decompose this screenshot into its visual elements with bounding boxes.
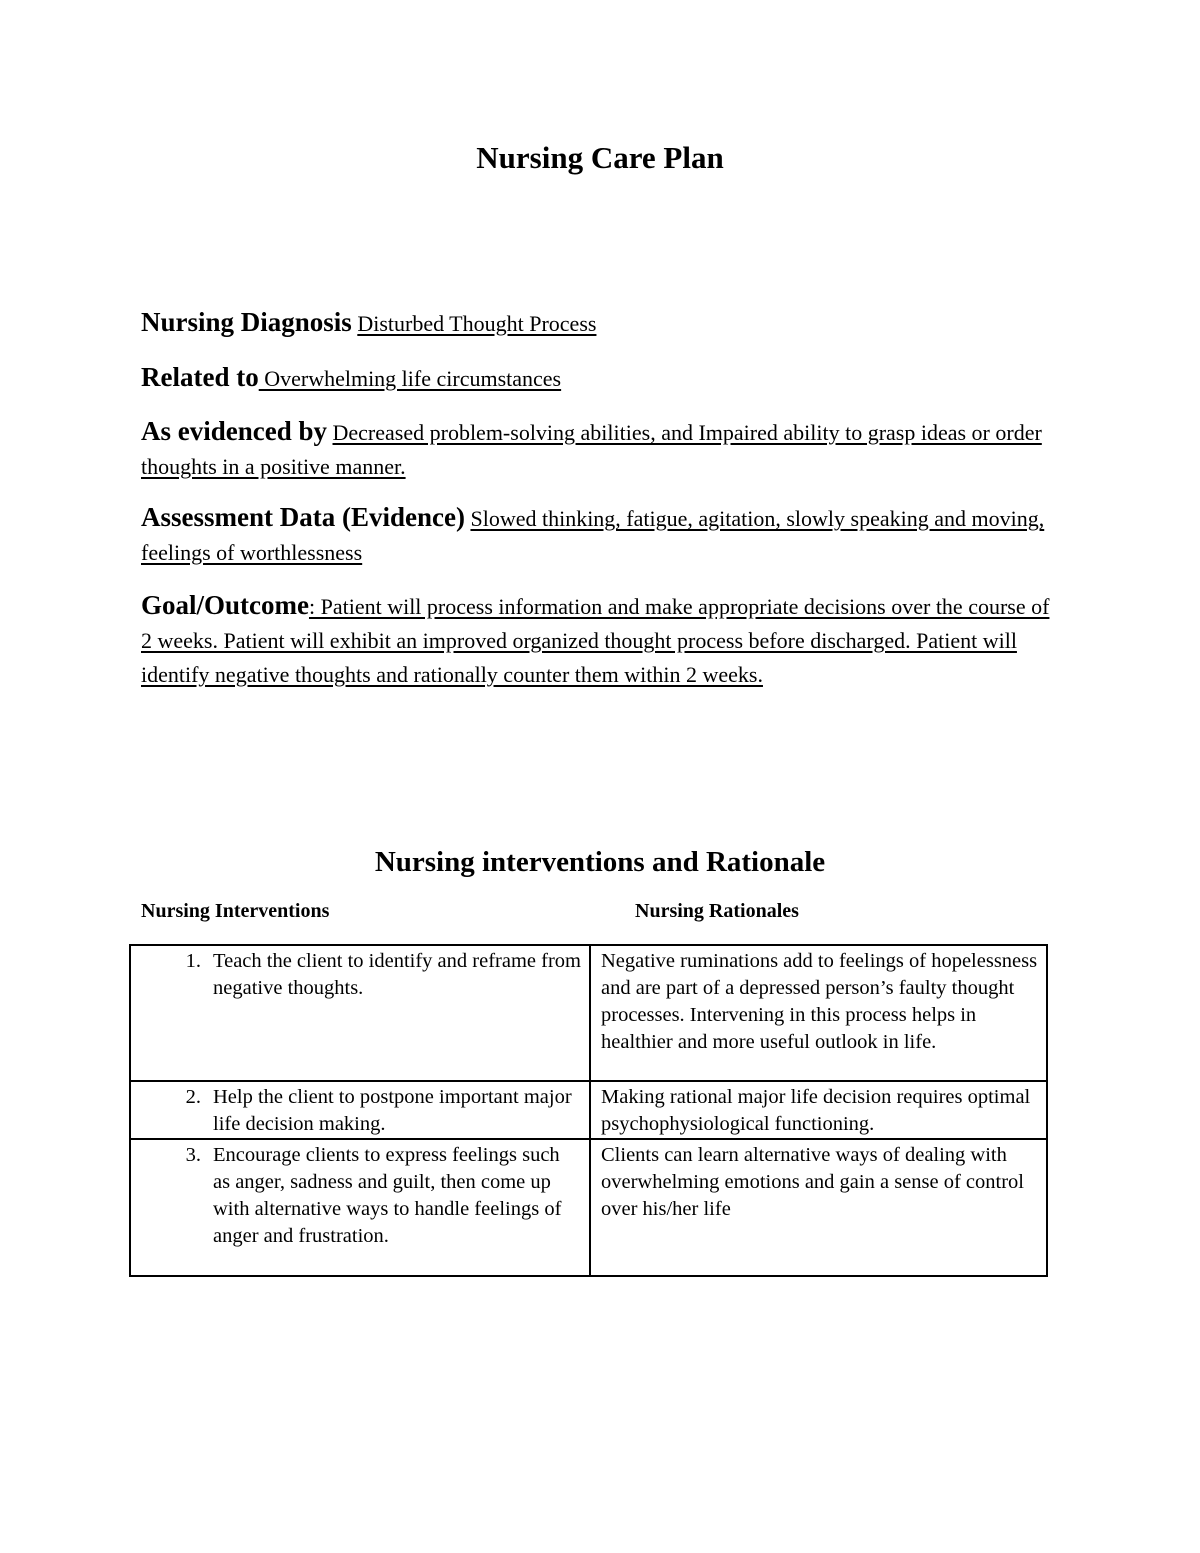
page-title: Nursing Care Plan	[476, 140, 724, 175]
table-row	[130, 1081, 1047, 1139]
table-row	[130, 1139, 1047, 1276]
nursing-diagnosis-value: Disturbed Thought Process	[357, 311, 597, 336]
rationale-cell: Making rational major life decision requires optimal psychophysiological functioning.	[590, 1081, 1047, 1139]
intervention-text: Encourage clients to express feelings such as anger, sadness and guilt, then come up with alternative ways to handle feelings of anger and frustration.	[213, 1144, 562, 1247]
intervention-text: Help the client to postpone important major life decision making.	[213, 1086, 572, 1135]
intervention-number: 2.	[185, 1086, 201, 1108]
rationales-column-header: Nursing Rationales	[635, 900, 799, 922]
goal-outcome-value: : Patient will process information and make appropriate decisions over the course of 2 weeks. Patient will exhibit an improved organized thought process before discharged. Patient will identify negative thoughts and rationally counter them within 2 weeks.	[141, 594, 1050, 687]
interventions-column-header: Nursing Interventions	[141, 900, 330, 922]
assessment-data-value: Slowed thinking, fatigue, agitation, slowly speaking and moving, feelings of worthlessness	[141, 506, 1045, 565]
table-row	[130, 945, 1047, 1081]
goal-outcome-label: Goal/Outcome	[141, 590, 309, 620]
interventions-table	[129, 944, 1048, 1277]
related-to-field	[141, 360, 1061, 396]
intervention-cell	[130, 1139, 590, 1276]
nursing-diagnosis-field	[141, 305, 1061, 341]
interventions-section-title: Nursing interventions and Rationale	[374, 846, 826, 878]
intervention-number: 3.	[185, 1144, 201, 1166]
evidenced-by-value: Decreased problem-solving abilities, and Impaired ability to grasp ideas or order thoughts in a positive manner.	[141, 420, 1042, 479]
goal-outcome-field	[141, 588, 1061, 692]
rationale-cell: Clients can learn alternative ways of dealing with overwhelming emotions and gain a sense of control over his/her life	[590, 1139, 1047, 1276]
related-to-label: Related to	[141, 362, 259, 392]
evidenced-by-label: As evidenced by	[141, 416, 328, 446]
assessment-data-field	[141, 500, 1061, 570]
related-to-value: Overwhelming life circumstances	[258, 366, 562, 391]
evidenced-by-field	[141, 414, 1061, 484]
assessment-data-label: Assessment Data (Evidence)	[141, 502, 465, 532]
intervention-text: Teach the client to identify and reframe from negative thoughts.	[213, 950, 581, 999]
intervention-cell	[130, 1081, 590, 1139]
rationale-cell: Negative ruminations add to feelings of hopelessness and are part of a depressed person’s faulty thought processes. Intervening in this process helps in healthier and more useful outlook in life.	[590, 945, 1047, 1081]
nursing-diagnosis-label: Nursing Diagnosis	[141, 307, 352, 337]
intervention-number: 1.	[185, 950, 201, 972]
intervention-cell	[130, 945, 590, 1081]
